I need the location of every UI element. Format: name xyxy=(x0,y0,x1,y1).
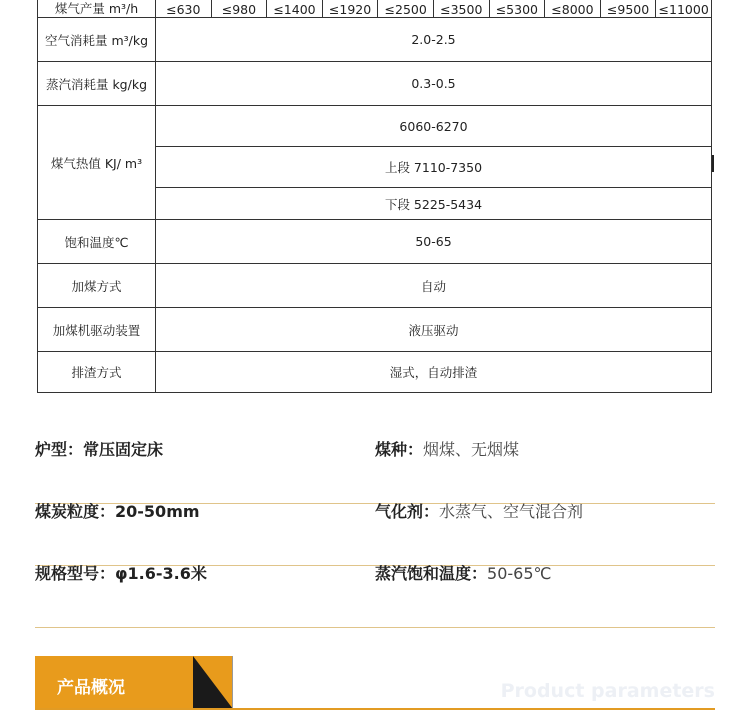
info-furnace-type: 炉型：常压固定床 xyxy=(35,440,164,459)
table-row xyxy=(38,106,712,147)
cell-value: ≤9500 xyxy=(600,0,656,18)
cell-label: 空气消耗量 m³/kg xyxy=(38,18,156,62)
info-row xyxy=(35,441,715,504)
cell-value: 液压驱动 xyxy=(156,308,712,352)
cell-label: 煤气热值 KJ/ m³ xyxy=(38,106,156,220)
cell-label: 加煤机驱动装置 xyxy=(38,308,156,352)
cell-label: 加煤方式 xyxy=(38,264,156,308)
info-coal-type: 煤种：烟煤、无烟煤 xyxy=(375,440,520,459)
table-row-gas-output xyxy=(38,0,712,18)
section-subtitle-en: Product parameters xyxy=(500,680,715,702)
cell-label: 煤气产量 m³/h xyxy=(38,0,156,18)
info-row xyxy=(35,503,715,566)
cell-label: 排渣方式 xyxy=(38,352,156,393)
section-underline xyxy=(35,708,715,710)
section-tab xyxy=(35,656,233,709)
cell-value: ≤630 xyxy=(156,0,212,18)
cell-label: 饱和温度℃ xyxy=(38,220,156,264)
section-title: 产品概况 xyxy=(57,678,125,698)
cell-value: ≤11000 xyxy=(656,0,712,18)
spec-table-image xyxy=(37,0,713,395)
cell-value: 0.3-0.5 xyxy=(156,62,712,106)
cell-value: 下段 5225-5434 xyxy=(156,188,712,220)
cell-value: 湿式，自动排渣 xyxy=(156,352,712,393)
cell-value: ≤980 xyxy=(211,0,267,18)
cell-value: ≤8000 xyxy=(545,0,601,18)
info-coal-size: 煤炭粒度：20-50mm xyxy=(35,502,200,521)
info-gasifying-agent: 气化剂：水蒸气、空气混合剂 xyxy=(375,502,584,521)
cell-value: ≤1400 xyxy=(267,0,323,18)
cell-value: ≤3500 xyxy=(433,0,489,18)
cell-value: ≤5300 xyxy=(489,0,545,18)
spec-table xyxy=(37,0,712,393)
cell-value: ≤1920 xyxy=(322,0,378,18)
cell-value: 6060-6270 xyxy=(156,106,712,147)
table-row xyxy=(38,264,712,308)
table-row xyxy=(38,18,712,62)
cell-label: 蒸汽消耗量 kg/kg xyxy=(38,62,156,106)
cell-value: 自动 xyxy=(156,264,712,308)
table-row xyxy=(38,220,712,264)
cell-value: 上段 7110-7350 xyxy=(156,147,712,188)
table-row xyxy=(38,62,712,106)
scroll-edge-mark xyxy=(712,155,714,172)
info-steam-temp: 蒸汽饱和温度：50-65℃ xyxy=(375,564,552,583)
table-row xyxy=(38,352,712,393)
info-row xyxy=(35,565,715,628)
cell-value: 50-65 xyxy=(156,220,712,264)
cell-value: 2.0-2.5 xyxy=(156,18,712,62)
info-model-spec: 规格型号：φ1.6-3.6米 xyxy=(35,564,207,583)
table-row xyxy=(38,308,712,352)
cell-value: ≤2500 xyxy=(378,0,434,18)
